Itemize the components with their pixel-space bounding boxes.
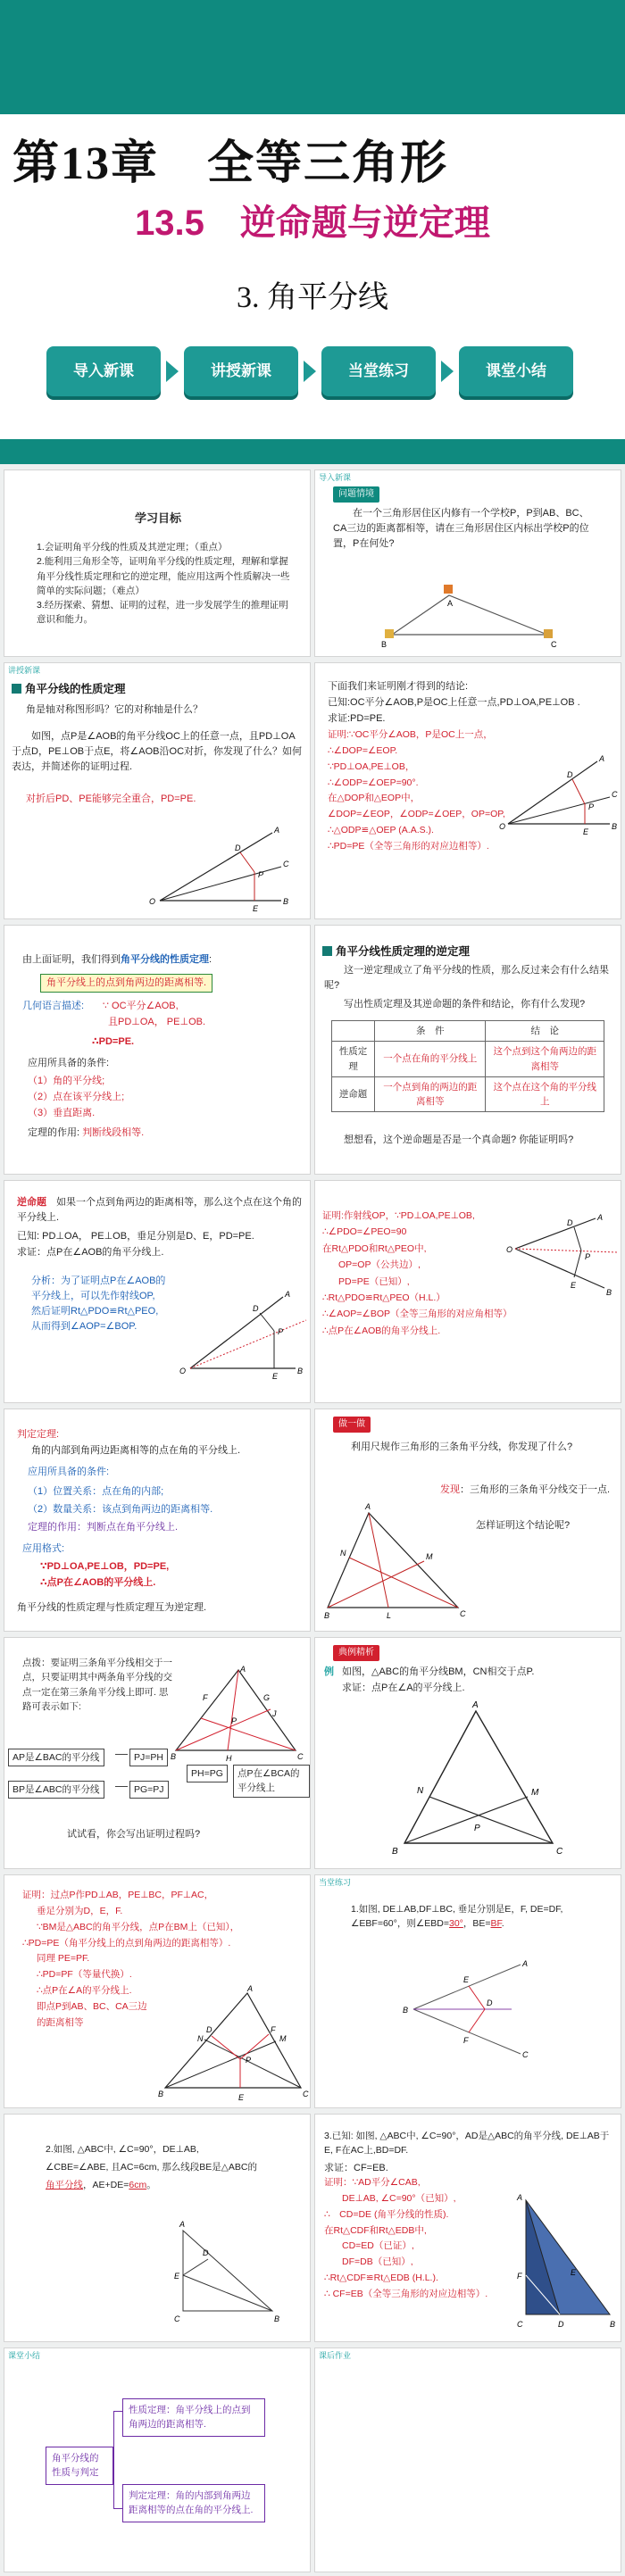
table-row: 性质定理 一个点在角的平分线上 这个点到这个角两边的距离相等: [332, 1042, 604, 1077]
svg-text:B: B: [612, 822, 618, 831]
slide-problem: [314, 469, 621, 657]
cond-item: （2）点在该平分线上;: [28, 1092, 125, 1102]
exercise-text: 3.已知: 如图, △ABC中, ∠C=90°，AD是△ABC的角平分线, DE⊥AB于E, F在AC上,BD=DF.: [324, 2131, 610, 2156]
slide-converse-intro: [314, 925, 621, 1175]
geo-line: 且PD⊥OA， PE⊥OB.: [108, 1017, 206, 1027]
use-text: 定理的作用：判断点在角平分线上.: [28, 1522, 179, 1533]
cond-item: （1）角的平分线;: [28, 1076, 105, 1086]
svg-text:D: D: [203, 2248, 209, 2257]
analysis-text: 分析：为了证明点P在∠AOB的平分线上，可以先作射线OP, 然后证明Rt△PDO≌Rt△PEO, 从而得到∠AOP=∠BOP.: [31, 1276, 166, 1333]
prove-text: 求证：点P在∠A的平分线上.: [342, 1683, 465, 1693]
problem-text: 在一个三角形居住区内修有一个学校P，P到AB、BC、CA三边的距离都相等，请在三角形居住区内标出学校P的位置，P在何处?: [333, 508, 589, 550]
point-label: A: [447, 599, 454, 608]
svg-text:B: B: [606, 1288, 612, 1297]
svg-text:P: P: [585, 1252, 591, 1261]
section-label: 导入新课: [319, 473, 352, 482]
svg-text:B: B: [392, 1847, 398, 1857]
figure: [138, 2213, 281, 2329]
slide-converse-proof: [314, 1180, 621, 1403]
cond-item: （3）垂直距离.: [28, 1108, 96, 1118]
section-label: 当堂练习: [319, 1878, 352, 1887]
svg-text:B: B: [403, 2006, 409, 2015]
example-mark: 例: [324, 1666, 334, 1677]
svg-text:O: O: [499, 822, 506, 831]
slide-example: [314, 1637, 621, 1869]
table-header: [332, 1021, 375, 1042]
slide-converse-theorem: [4, 1408, 311, 1632]
slide-practice-2: [4, 2114, 311, 2342]
triangle-figure: [378, 1700, 574, 1861]
svg-text:O: O: [506, 1245, 513, 1254]
slide-summary: [4, 2347, 311, 2572]
flow-box: BP是∠ABC的平分线: [8, 1781, 104, 1799]
geo-line: ∵ OC平分∠AOB,: [103, 1001, 179, 1011]
flow-arrow: [115, 1754, 128, 1755]
svg-text:D: D: [567, 1218, 573, 1227]
given-text: 已知:OC平分∠AOB,P是OC上任意一点,PD⊥OA,PE⊥OB .: [328, 697, 580, 708]
task-text: 利用尺规作三角形的三条角平分线，你发现了什么?: [351, 1442, 573, 1452]
comparison-table: [331, 1020, 604, 1112]
svg-text:E: E: [583, 827, 589, 836]
intro-text: 这一逆定理成立了角平分线的性质，那么反过来会有什么结果呢?: [324, 965, 609, 992]
section-label: 课后作业: [319, 2351, 352, 2360]
svg-text:B: B: [324, 1611, 330, 1620]
intro-text: 下面我们来证明刚才得到的结论:: [328, 681, 469, 692]
svg-text:C: C: [460, 1609, 466, 1618]
summary-converse: 判定定理：角的内部到角两边距离相等的点在角的平分线上.: [122, 2484, 265, 2522]
svg-text:B: B: [274, 2314, 280, 2323]
svg-text:D: D: [206, 2025, 212, 2034]
svg-text:B: B: [610, 2320, 616, 2329]
section-label: 课堂小结: [8, 2351, 41, 2360]
proof-text: 证明：∵AD平分∠CAB, DE⊥AB, ∠C=90°（已知）, ∴ CD=DE (角平分线的性质). 在Rt△CDF和Rt△EDB中, CD=ED（已证）, DF=DB（已知）, ∴Rt△CDF≌Rt△EDB (H.L.). ∴ CF=EB（全等三角形的对应边相等）.: [324, 2177, 488, 2299]
svg-text:B: B: [283, 897, 289, 906]
top-banner: [0, 0, 625, 114]
slide-converse-analysis: [4, 1180, 311, 1403]
svg-text:M: M: [279, 2034, 287, 2043]
bottom-banner: [0, 439, 625, 464]
angle-figure: [176, 1279, 310, 1386]
use-text: 定理的作用: 判断线段相等.: [28, 1127, 145, 1138]
svg-text:P: P: [246, 2056, 252, 2065]
slide-practice-1: [314, 1874, 621, 2108]
svg-text:P: P: [231, 1716, 238, 1725]
svg-text:D: D: [487, 1998, 493, 2007]
objective-list: [37, 540, 296, 627]
svg-text:N: N: [340, 1549, 346, 1558]
theorem-head: 判定定理:: [17, 1429, 60, 1440]
question-text: 写出性质定理及其逆命题的条件和结论，你有什么发现?: [344, 999, 586, 1010]
svg-text:D: D: [558, 2320, 564, 2329]
hint-text: 点拨：要证明三条角平分线相交于一点，只要证明其中两条角平分线的交点一定在第三条角平分线上即可. 思路可表示如下:: [22, 1658, 172, 1712]
geo-line: ∵PD⊥OA,PE⊥OB，PD=PE,: [40, 1561, 170, 1572]
geo-line: ∴PD=PE.: [92, 1036, 135, 1047]
question-text: 试试看，你会写出证明过程吗?: [67, 1829, 201, 1840]
svg-text:P: P: [258, 870, 264, 879]
geo-label: 应用格式:: [22, 1543, 65, 1554]
example-text: 如图，△ABC的角平分线BM，CN相交于点P.: [342, 1666, 535, 1677]
svg-text:E: E: [174, 2272, 180, 2281]
svg-text:H: H: [226, 1754, 232, 1763]
cond-item: （1）位置关系：点在角的内部;: [28, 1486, 164, 1497]
section-heading: 角平分线的性质定理: [12, 681, 126, 698]
list-item: 2.能利用三角形全等，证明角平分线的性质定理，理解和掌握角平分线性质定理和它的逆定理，能应用这两个性质解决一些简单的实际问题；（难点）: [37, 556, 290, 596]
exercise-text: 1.如图, DE⊥AB,DF⊥BC, 垂足分别是E，F, DE=DF, ∠EBF=60°，则∠EBD=30°，BE=BF.: [351, 1904, 563, 1930]
svg-text:O: O: [179, 1367, 187, 1375]
svg-text:C: C: [303, 2090, 309, 2098]
triangle-figure: [324, 1499, 476, 1624]
chapter-title: 第13章 全等三角形: [12, 138, 449, 189]
svg-text:E: E: [272, 1372, 279, 1381]
slide-property-proof: [314, 662, 621, 919]
svg-text:P: P: [278, 1327, 284, 1336]
svg-text:J: J: [272, 1709, 277, 1718]
proof-text: 证明:作射线OP，∵PD⊥OA,PE⊥OB, ∴∠PDO=∠PEO=90 在Rt△PDO和Rt△PEO中, OP=OP（公共边）, PD=PE（已知）, ∴Rt△PDO≌Rt△PEO（H.L.） ∴∠AOP=∠BOP（全等三角形的对应角相等） ∴点P在∠AOB的角平分线上.: [322, 1210, 512, 1336]
arrow-icon: [441, 361, 454, 382]
cond-item: （2）数量关系：该点到角两边的距离相等.: [28, 1504, 213, 1515]
slide-property-intro: [4, 662, 311, 919]
flow-arrow: [115, 1786, 128, 1787]
slide-hint: [4, 1637, 311, 1869]
flow-box: PJ=PH: [129, 1749, 168, 1766]
svg-text:E: E: [238, 2093, 245, 2102]
svg-text:C: C: [522, 2050, 529, 2059]
answer-text: 对折后PD、PE能够完全重合，PD=PE.: [26, 794, 196, 804]
svg-text:A: A: [597, 1213, 604, 1222]
svg-text:B: B: [158, 2090, 164, 2098]
svg-text:G: G: [263, 1693, 271, 1702]
svg-text:C: C: [297, 1752, 304, 1761]
svg-text:A: A: [274, 826, 280, 835]
svg-text:F: F: [517, 2272, 522, 2281]
summary-core: 角平分线的性质与判定: [46, 2447, 113, 2485]
example-badge: 典例精析: [333, 1645, 379, 1661]
svg-text:B: B: [297, 1367, 304, 1375]
angle-figure: [147, 815, 299, 915]
prove-text: 求证:PD=PE.: [328, 713, 386, 724]
problem-text: 如图，点P是∠AOB的角平分线OC上的任意一点，且PD⊥OA于点D，PE⊥OB于点E，将∠AOB沿OC对折，你发现了什么？如何表达，并简述你的证明过程.: [12, 731, 303, 773]
svg-text:P: P: [474, 1824, 480, 1833]
summary-text: 角平分线的性质定理与性质定理互为逆定理.: [17, 1602, 207, 1613]
theorem-text: 角的内部到角两边距离相等的点在角的平分线上.: [31, 1445, 241, 1456]
slide-homework: [314, 2347, 621, 2572]
arrow-icon: [166, 361, 179, 382]
svg-text:A: A: [285, 1290, 291, 1299]
point-label: C: [551, 640, 557, 649]
lead-text: 由上面证明，我们得到角平分线的性质定理:: [22, 954, 212, 965]
svg-text:A: A: [599, 754, 605, 763]
flow-box: AP是∠BAC的平分线: [8, 1749, 104, 1766]
tab-lecture[interactable]: 讲授新课: [184, 346, 298, 396]
svg-text:F: F: [463, 2036, 469, 2045]
figure: [396, 1956, 538, 2063]
summary-brace: [113, 2411, 122, 2509]
house-icon: [544, 629, 553, 638]
svg-text:E: E: [463, 1975, 470, 1984]
activity-badge: 做一做: [333, 1417, 371, 1433]
svg-text:C: C: [283, 860, 289, 868]
angle-figure: [499, 749, 619, 838]
cover-slide: [0, 0, 625, 464]
svg-text:P: P: [588, 802, 595, 811]
slide-title: 学习目标: [134, 511, 181, 525]
house-icon: [444, 585, 453, 594]
svg-text:F: F: [203, 1693, 208, 1702]
point-label: B: [381, 640, 388, 649]
cond-label: 应用所具备的条件:: [28, 1467, 110, 1477]
svg-text:M: M: [531, 1788, 539, 1798]
svg-text:B: B: [171, 1752, 177, 1761]
list-item: 1.会证明角平分线的性质及其逆定理；（重点）: [37, 542, 228, 553]
svg-text:E: E: [571, 2268, 577, 2277]
angle-figure: [506, 1213, 621, 1302]
finding-text: 发现：三角形的三条角平分线交于一点.: [440, 1484, 611, 1495]
house-icon: [385, 629, 394, 638]
flow-box: 点P在∠BCA的平分线上: [233, 1765, 310, 1798]
question-text: 想想看，这个逆命题是否是一个真命题? 你能证明吗?: [344, 1134, 574, 1145]
flow-box: PG=PJ: [129, 1781, 169, 1799]
svg-text:O: O: [149, 897, 156, 906]
tab-summary[interactable]: 课堂小结: [459, 346, 573, 396]
prove-text: 求证：CF=EB.: [324, 2163, 388, 2173]
slide-example-proof: [4, 1874, 311, 2108]
subsection-title: 3. 角平分线: [237, 281, 388, 314]
svg-text:C: C: [174, 2314, 180, 2323]
svg-text:N: N: [197, 2034, 204, 2043]
table-header: 条 件: [375, 1021, 486, 1042]
flow-box: PH=PG: [187, 1765, 228, 1782]
exercise-text: 2.如图, △ABC中, ∠C=90°，DE⊥AB, ∠CBE=∠ABE, 且AC=6cm, 那么线段BE是△ABC的角平分线，AE+DE=6cm。: [46, 2144, 257, 2190]
triangle-figure: [369, 579, 574, 651]
prove-text: 求证：点P在∠AOB的角平分线上.: [17, 1247, 164, 1258]
svg-text:D: D: [235, 843, 241, 852]
svg-text:L: L: [387, 1611, 392, 1620]
geo-line: ∴点P在∠AOB的平分线上.: [40, 1577, 156, 1588]
triangle-figure: [158, 1982, 310, 2107]
svg-text:F: F: [271, 2025, 276, 2034]
svg-text:D: D: [253, 1304, 259, 1313]
cond-label: 应用所具备的条件:: [28, 1058, 110, 1068]
proof-text: 证明：过点P作PD⊥AB，PE⊥BC，PF⊥AC， 垂足分别为D，E，F. ∵BM是△ABC的角平分线，点P在BM上（已知）， ∴PD=PE（角平分线上的点到角两边的距离相等）. 同理 PE=PF. ∴PD=PF（等量代换）. ∴点P在∠A的平分线上. 即点P到AB、BC、CA三边的距离相等: [22, 1890, 240, 2028]
svg-text:C: C: [556, 1847, 563, 1857]
slide-activity: [314, 1408, 621, 1632]
svg-text:C: C: [612, 790, 618, 799]
svg-text:M: M: [426, 1552, 433, 1561]
svg-text:A: A: [365, 1502, 371, 1511]
section-heading: 角平分线性质定理的逆定理: [322, 943, 470, 960]
svg-text:E: E: [571, 1281, 577, 1290]
table-header: 结 论: [486, 1021, 604, 1042]
svg-text:A: A: [247, 1984, 254, 1993]
svg-text:A: A: [522, 1959, 529, 1968]
arrow-icon: [304, 361, 316, 382]
slide-practice-3: [314, 2114, 621, 2342]
question-text: 角是轴对称图形吗？它的对称轴是什么？: [26, 704, 203, 715]
svg-text:D: D: [567, 770, 573, 779]
svg-text:E: E: [253, 904, 259, 913]
summary-property: 性质定理：角平分线上的点到角两边的距离相等.: [122, 2398, 265, 2437]
slide-property-theorem: [4, 925, 311, 1175]
triangle-figure: [171, 1665, 304, 1763]
svg-text:C: C: [517, 2320, 523, 2329]
tab-intro[interactable]: 导入新课: [46, 346, 161, 396]
svg-text:N: N: [417, 1786, 424, 1796]
converse-text: 逆命题 如果一个点到角两边的距离相等，那么这个点在这个角的平分线上.: [17, 1197, 302, 1224]
figure: [513, 2190, 619, 2338]
svg-text:A: A: [240, 1665, 246, 1674]
question-text: 怎样证明这个结论呢?: [476, 1520, 571, 1531]
svg-text:A: A: [179, 2220, 186, 2229]
section-label: 讲授新课: [8, 666, 41, 675]
theorem-box: 角平分线上的点到角两边的距离相等.: [40, 974, 212, 993]
table-row: 逆命题 一个点到角的两边的距离相等 这个点在这个角的平分线上: [332, 1076, 604, 1112]
svg-text:A: A: [472, 1700, 479, 1710]
list-item: 3.经历探索、猜想、证明的过程，进一步发展学生的推理证明意识和能力。: [37, 600, 288, 626]
geo-label: 几何语言描述:: [22, 1001, 85, 1011]
proof-text: 证明:∵OC平分∠AOB，P是OC上一点， ∴∠DOP=∠EOP. ∵PD⊥OA,PE⊥OB， ∴∠ODP=∠OEP=90°. 在△DOP和△EOP中， ∠DOP=∠EOP，∠ODP=∠OEP，OP=OP, ∴△ODP≌△OEP (A.A.S.). ∴PD=PE（全等三角形的对应边相等）.: [328, 729, 505, 852]
problem-badge: 问题情境: [333, 486, 379, 503]
tab-practice[interactable]: 当堂练习: [321, 346, 436, 396]
section-title: 13.5 逆命题与逆定理: [135, 204, 490, 243]
slide-objectives: [4, 469, 311, 657]
svg-text:A: A: [517, 2193, 523, 2202]
given-text: 已知: PD⊥OA， PE⊥OB，垂足分别是D、E，PD=PE.: [17, 1231, 254, 1242]
